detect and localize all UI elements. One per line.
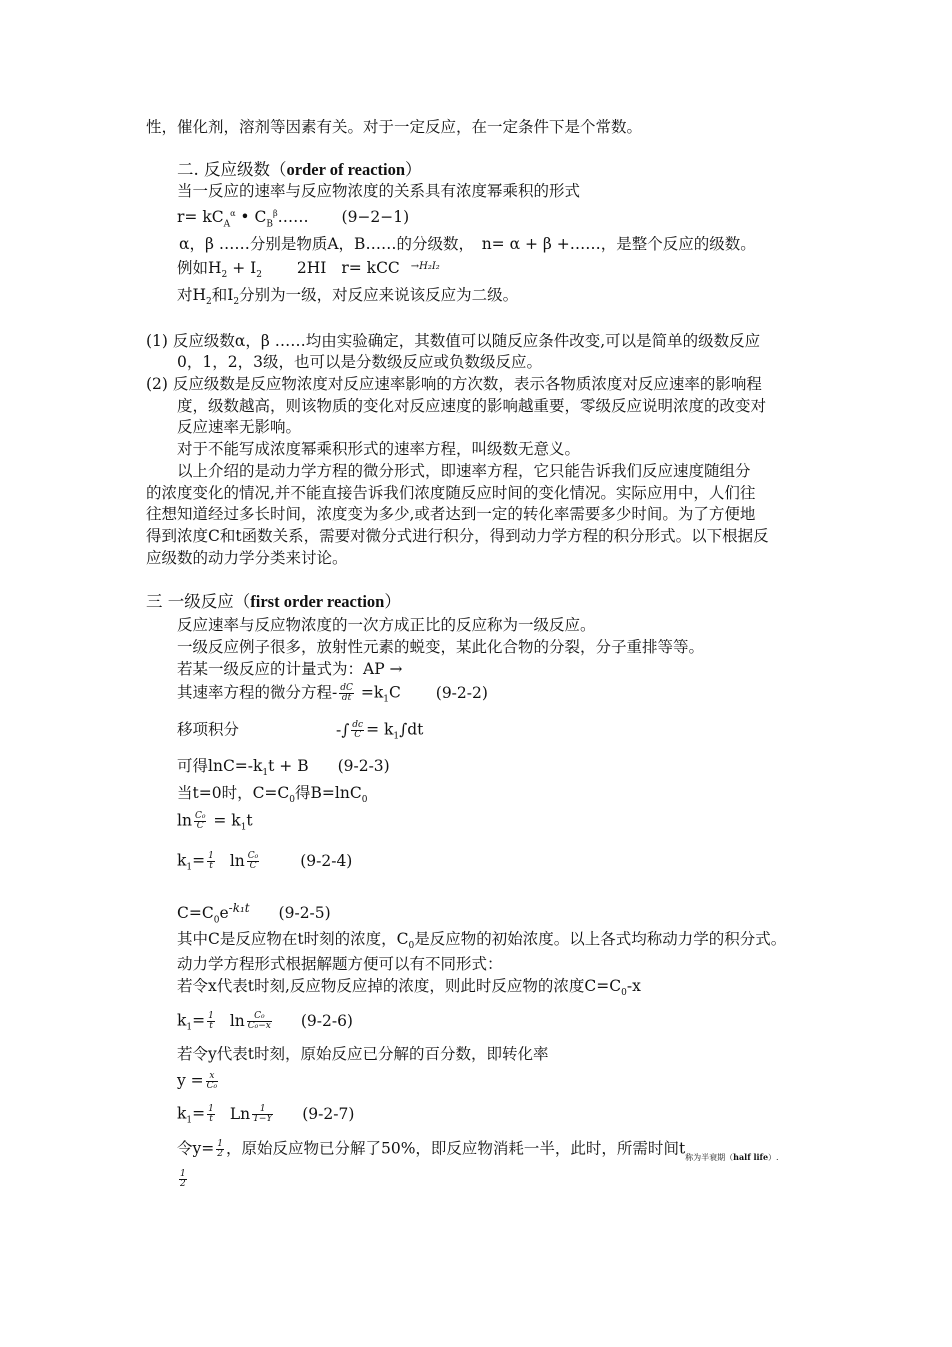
text-line: 若令y代表t时刻，原始反应已分解的百分数，即转化率 [177,1045,549,1063]
equation-9-2-3: 可得$\ln C=-k_1t + B$ (9-2-3) [177,757,390,779]
text-line: 当t=0时，$C=C_0$得B=lnC$_0$ [177,784,368,806]
eq-sub: 2 [256,270,262,281]
equation-9-2-7: $k_1=$ $\frac{1}{t}$ Ln $\frac{1}{1-Y}$ (9-2-7) [177,1104,355,1126]
eq-part: r= kCC [341,259,400,277]
eq-sup: β [272,209,278,218]
fraction: $\frac{1}{t}$ [208,851,214,871]
text-line: 反应速率与反应物浓度的一次方成正比的反应称为一级反应。 [177,616,596,634]
text-line: 若令x代表t时刻,反应物反应掉的浓度，则此时反应物的浓度$C=C_0-x$ [177,977,641,999]
text-line: 反应速率无影响。 [177,418,302,436]
text-line: 应级数的动力学分类来讨论。 [146,549,348,567]
section-heading [177,162,422,179]
fraction: $\frac{1}{t}$ [208,1104,214,1124]
fraction: $\frac{x}{\text{C₀}}$ [206,1071,218,1091]
eq-part: …… [277,208,309,227]
equation-9-2-6: $k_1=$ $\frac{1}{t}$ ln $\frac{\text{C₀}}{\text{C₀−x}}$ (9-2-6) [177,1011,353,1033]
text-line: 一级反应例子很多，放射性元素的蜕变，某此化合物的分裂，分子重排等等。 [177,638,705,656]
example-line [177,261,440,280]
text-line: (1) 反应级数α，β ……均由实验确定，其数值可以随反应条件改变,可以是简单的级数反应 [146,332,761,350]
text-line: 当一反应的速率与反应物浓度的关系具有浓度幂乘积的形式 [177,182,581,200]
equation-9-2-5: $C=C_0e^{-k_1t}$ (9-2-5) [177,901,331,926]
equation-number: (9-2-2) [435,683,488,702]
fraction: $\frac{dC}{dt}$ [340,683,353,703]
equation-9-2-2: 其速率方程的微分方程- $\frac{dC}{dt}$ $=k_1C$ (9-2-2) [177,683,488,705]
eq-part: + I [227,259,257,277]
equation-number: (9-2-4) [300,851,353,870]
text-line: (2) 反应级数是反应物浓度对反应速率影响的方次数，表示各物质浓度对反应速率的影响程 [146,375,762,393]
eq-subscript-note: →H₂I₂ [410,261,440,272]
equation-number: (9-2-7) [302,1104,355,1123]
text-line: α，β ……分别是物质A，B……的分级数， n= α + β +……，是整个反应的级数。 [179,235,756,253]
eq-sub: 2 [221,270,228,281]
eq-sub: A [223,219,231,230]
text-line: 对$H_2$和$I_2$分别为一级，对反应来说该反应为二级。 [177,286,519,308]
fraction: $\frac{dc}{C}$ [352,720,364,740]
fraction: $\frac{1}{1-Y}$ [253,1104,273,1124]
equation-number: (9−2−1) [341,208,410,227]
text-line: 动力学方程形式根据解题方便可以有不同形式： [177,955,503,973]
text-line: 的浓度变化的情况,并不能直接告诉我们浓度随反应时间的变化情况。实际应用中，人们往 [146,484,756,502]
eq-part: 2HI [296,259,327,277]
fraction: $\frac{\text{C₀}}{C}$ [194,811,206,831]
text-line: 以上介绍的是动力学方程的微分形式，即速率方程，它只能告诉我们反应速度随组分 [177,462,751,480]
equation-number: (9-2-5) [278,904,331,923]
half-life-note: 称为半衰期（half life）. [685,1151,779,1162]
text-line: 得到浓度C和t函数关系，需要对微分式进行积分，得到动力学方程的积分形式。以下根据反 [146,527,769,545]
heading-prefix: 二. 反应级数（ [177,160,287,179]
equation-9-2-4: $k_1=$ $\frac{1}{t}$ ln $\frac{\text{C₀}}{C}$ (9-2-4) [177,851,353,873]
eq-part: r= kC [177,208,224,227]
equation-ln: ln $\frac{\text{C₀}}{C}$ = $k_1t$ [177,811,253,833]
text-line: 往想知道经过多长时间，浓度变为多少,或者达到一定的转化率需要多少时间。为了方便地 [146,505,756,523]
equation-number: (9-2-3) [337,757,390,775]
equation-y: y = $\frac{x}{\text{C₀}}$ [177,1071,218,1091]
text-line: 0，1，2，3级，也可以是分数级反应或负数级反应。 [177,353,542,371]
heading-english: order of reaction [286,160,406,179]
text-line: 性，催化剂，溶剂等因素有关。对于一定反应，在一定条件下是个常数。 [146,118,643,136]
text-line: 对于不能写成浓度幂乘积形式的速率方程，叫级数无意义。 [177,440,581,458]
eq-sup: α [230,209,236,218]
equation-9-2-1 [177,210,409,229]
heading-english: first order reaction [250,592,385,611]
eq-part: • C [235,208,267,227]
eq-part: 例如H [177,259,222,277]
section-heading: 三 一级反应（first order reaction） [146,592,401,611]
text-line: 若某一级反应的计量式为：AP → [177,660,403,678]
fraction: $\frac{1}{2}$ [217,1139,223,1159]
heading-suffix: ） [405,160,422,179]
half-subscript [177,1170,189,1189]
fraction: $\frac{\text{C₀}}{C}$ [247,851,259,871]
eq-sub: B [266,219,273,230]
fraction: $\frac{1}{2}$ [180,1169,186,1189]
text-line: 其中C是反应物在t时刻的浓度，$C_0$是反应物的初始浓度。以上各式均称动力学的积分式。 [177,930,787,952]
half-life-line: 令y= $\frac{1}{2}$ ，原始反应物已分解了50%，即反应物消耗一半，此时，所需时间$t_{称为半衰期(half life).}$ [177,1139,779,1162]
equation-number: (9-2-6) [300,1011,353,1030]
fraction: $\frac{\text{C₀}}{\text{C₀−x}}$ [247,1011,271,1031]
fraction: $\frac{1}{t}$ [208,1011,214,1031]
integration-line: 移项积分 -∫ $\frac{dc}{C}$ = $k_1\int dt$ [177,720,424,742]
text-line: 度，级数越高，则该物质的变化对反应速度的影响越重要，零级反应说明浓度的改变对 [177,397,767,415]
